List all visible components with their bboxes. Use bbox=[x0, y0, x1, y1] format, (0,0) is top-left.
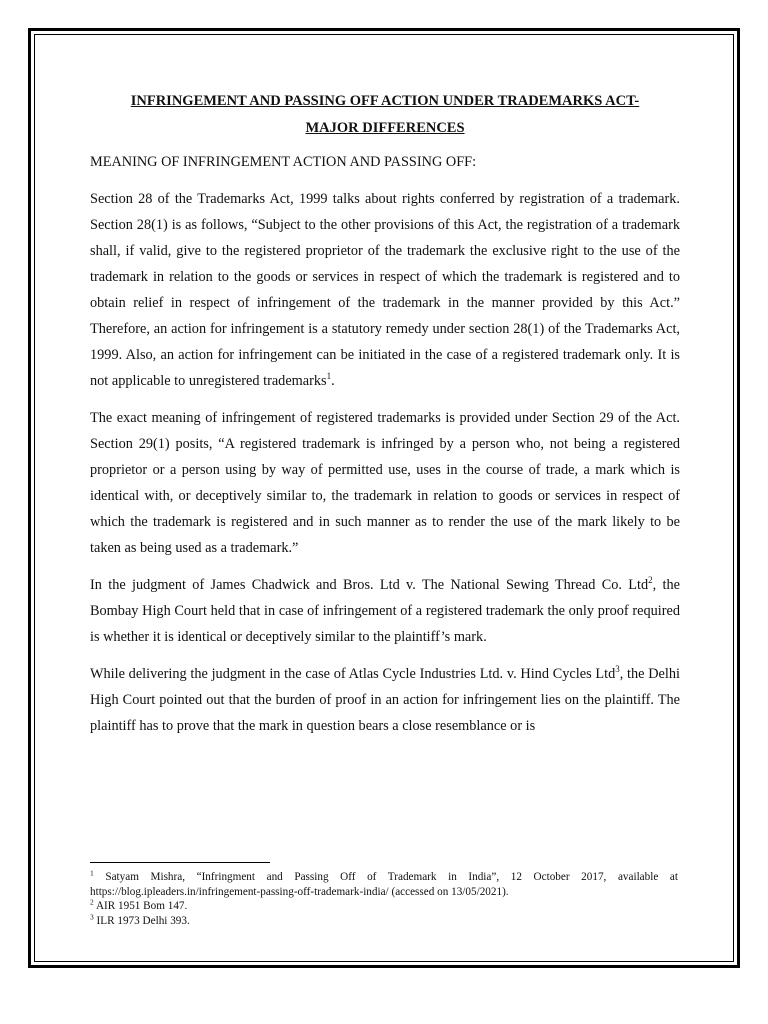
paragraph-1-text: Section 28 of the Trademarks Act, 1999 talks about rights conferred by registration of a trademark. Section 28(1) is as follows, “Subject to the other provisions of this Act, the registration of a trademark shall, if valid, give to the registered proprietor of the trademark the exclusive right to the use of the trademark in relation to the goods or services in respect of which the trademark is registered and to obtain relief in respect of infringement of the trademark in the manner provided by this Act.” Therefore, an action for infringement is a statutory remedy under section 28(1) of the Trademarks Act, 1999. Also, an action for infringement can be initiated in the case of a registered trademark only. It is not applicable to unregistered trademarks bbox=[90, 191, 680, 389]
paragraph-3 bbox=[90, 572, 680, 650]
footnote-1-number: 1 bbox=[90, 868, 94, 878]
footnote-3-text: ILR 1973 Delhi 393. bbox=[96, 914, 190, 927]
title-line-1: INFRINGEMENT AND PASSING OFF ACTION UNDER TRADEMARKS ACT- bbox=[130, 93, 640, 109]
paragraph-1 bbox=[90, 186, 680, 394]
footnote-2-text: AIR 1951 Bom 147. bbox=[95, 900, 188, 912]
footnotes bbox=[90, 870, 678, 928]
footnote-1 bbox=[90, 870, 678, 899]
footnote-2 bbox=[90, 899, 678, 914]
footnote-3 bbox=[90, 911, 678, 929]
footnote-ref-2[interactable]: 2 bbox=[648, 575, 653, 586]
document-title bbox=[90, 88, 680, 142]
footnote-1-text: Satyam Mishra, “Infringment and Passing Off of Trademark in India”, 12 October 2017, available at https://blog.ipleaders.in/infringement-passing-off-trademark-india/ (accessed on 13/05/2021). bbox=[90, 871, 678, 898]
footnote-3-number: 3 bbox=[90, 911, 94, 921]
paragraph-3-text: In the judgment of James Chadwick and Bros. Ltd v. The National Sewing Thread Co. Ltd bbox=[90, 577, 649, 593]
paragraph-4 bbox=[90, 661, 680, 739]
title-line-2: MAJOR DIFFERENCES bbox=[305, 120, 465, 136]
section-heading: MEANING OF INFRINGEMENT ACTION AND PASSING OFF: bbox=[90, 154, 477, 170]
document-body bbox=[90, 88, 680, 750]
paragraph-4-text-after: , the Delhi High Court pointed out that the burden of proof in an action for infringement lies on the plaintiff. The plaintiff has to prove that the mark in question bears a close resemblance or is bbox=[90, 666, 680, 734]
footnote-ref-1[interactable]: 1 bbox=[326, 371, 332, 382]
paragraph-4-text: While delivering the judgment in the case of Atlas Cycle Industries Ltd. v. Hind Cycles Ltd bbox=[90, 666, 616, 682]
paragraph-3-text-after: , the Bombay High Court held that in case of infringement of a registered trademark the only proof required is whether it is identical or deceptively similar to the plaintiff’s mark. bbox=[90, 577, 680, 645]
footnote-ref-3[interactable]: 3 bbox=[615, 664, 620, 675]
paragraph-1-tail: . bbox=[331, 373, 335, 389]
footnote-2-number: 2 bbox=[90, 897, 94, 907]
paragraph-2: The exact meaning of infringement of registered trademarks is provided under Section 29 of the Act. Section 29(1) posits, “A registered trademark is infringed by a person who, not being a registered proprietor or a person using by way of permitted use, uses in the course of trade, a mark which is identical with, or deceptively similar to, the trademark in relation to goods or services in respect of which the trademark is registered and in such manner as to render the use of the mark likely to be taken as being used as a trademark.” bbox=[90, 410, 680, 556]
footnote-separator bbox=[90, 862, 270, 863]
